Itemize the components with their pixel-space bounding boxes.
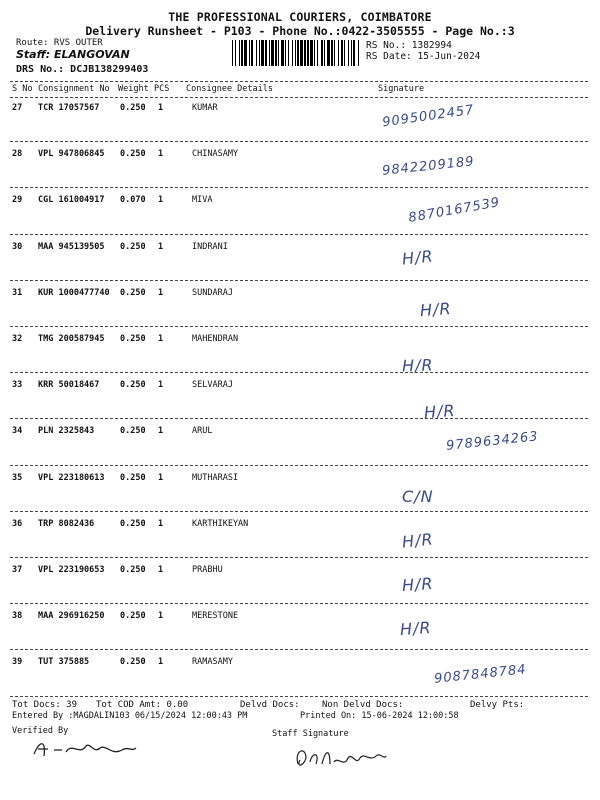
row-divider <box>10 649 588 650</box>
row-consignment-no: TRP 8082436 <box>38 518 95 529</box>
column-header-divider <box>10 97 588 98</box>
row-signature: H/R <box>401 245 435 269</box>
row-consignment-no: KUR 1000477740 <box>38 287 110 298</box>
row-weight: 0.250 <box>120 103 146 113</box>
col-signature-header: Signature <box>378 84 425 94</box>
row-weight: 0.250 <box>120 657 146 668</box>
col-pcs-header: PCS <box>154 84 170 94</box>
row-consignee: RAMASAMY <box>192 657 233 668</box>
row-consignment-no: PLN 2325843 <box>38 426 95 437</box>
row-divider <box>10 557 588 558</box>
row-pcs: 1 <box>158 380 164 391</box>
non-delivered-docs: Non Delvd Docs: <box>322 700 404 710</box>
row-pcs: 1 <box>158 195 164 206</box>
row-signature: H/R <box>423 401 457 423</box>
row-divider <box>10 187 588 188</box>
row-sno: 32 <box>12 334 23 344</box>
row-consignment-no: MAA 945139505 <box>38 241 105 252</box>
row-sno: 34 <box>12 426 23 437</box>
row-divider <box>10 234 588 235</box>
row-divider <box>10 418 588 419</box>
runsheet-subtitle: Delivery Runsheet - P103 - Phone No.:0422-3505555 - Page No.:3 <box>85 24 515 38</box>
row-consignment-no: VPL 223190653 <box>38 565 105 575</box>
row-pcs: 1 <box>158 149 164 160</box>
row-weight: 0.250 <box>120 611 146 622</box>
row-pcs: 1 <box>158 241 164 252</box>
row-weight: 0.250 <box>120 518 146 529</box>
row-pcs: 1 <box>158 565 164 575</box>
row-pcs: 1 <box>158 657 164 668</box>
row-consignment-no: VPL 223180613 <box>38 472 105 483</box>
row-pcs: 1 <box>158 472 164 483</box>
row-signature: 9087848784 <box>433 662 528 688</box>
row-divider <box>10 326 588 327</box>
row-weight: 0.250 <box>120 149 146 160</box>
row-sno: 37 <box>12 565 23 575</box>
row-consignee: SELVARAJ <box>192 380 233 391</box>
delivery-points: Delvy Pts: <box>470 700 525 710</box>
row-consignee: MUTHARASI <box>192 472 239 483</box>
verified-by-label: Verified By <box>12 726 69 736</box>
row-pcs: 1 <box>158 334 164 344</box>
row-sno: 28 <box>12 149 23 160</box>
row-consignee: KARTHIKEYAN <box>192 518 249 529</box>
route-label: Route: RVS OUTER <box>16 38 103 48</box>
rs-date: RS Date: 15-Jun-2024 <box>366 51 481 62</box>
row-signature: H/R <box>401 529 435 552</box>
verifier-signature <box>28 734 148 764</box>
row-weight: 0.250 <box>120 334 146 344</box>
staff-signature-label: Staff Signature <box>272 729 349 739</box>
rs-number: RS No.: 1382994 <box>366 40 452 51</box>
row-signature: H/R <box>399 618 433 640</box>
row-divider <box>10 696 588 697</box>
row-pcs: 1 <box>158 611 164 622</box>
row-consignee: MAHENDRAN <box>192 334 239 344</box>
row-consignee: KUMAR <box>192 103 218 113</box>
row-pcs: 1 <box>158 518 164 529</box>
row-consignee: MERESTONE <box>192 611 239 622</box>
row-consignee: CHINASAMY <box>192 149 239 160</box>
row-sno: 35 <box>12 472 23 483</box>
col-weight-header: Weight <box>118 84 149 94</box>
row-divider <box>10 372 588 373</box>
row-signature: H/R <box>401 355 434 376</box>
row-divider <box>10 141 588 142</box>
row-signature: 8870167539 <box>407 195 502 227</box>
row-consignee: MIVA <box>192 195 213 206</box>
row-weight: 0.250 <box>120 287 146 298</box>
row-divider <box>10 511 588 512</box>
row-consignment-no: KRR 50018467 <box>38 380 100 391</box>
row-consignment-no: CGL 161004917 <box>38 195 105 206</box>
row-weight: 0.250 <box>120 241 146 252</box>
row-signature: H/R <box>419 298 453 320</box>
delivered-docs: Delvd Docs: <box>240 700 300 710</box>
drs-number: DRS No.: DCJB138299403 <box>16 64 149 75</box>
row-sno: 30 <box>12 241 23 252</box>
row-consignment-no: TCR 17057567 <box>38 103 100 113</box>
staff-label: Staff: ELANGOVAN <box>16 48 130 61</box>
row-consignment-no: MAA 296916250 <box>38 611 105 622</box>
total-docs: Tot Docs: 39 <box>12 700 78 710</box>
col-consignee-header: Consignee Details <box>186 84 273 94</box>
row-sno: 29 <box>12 195 23 206</box>
col-sno-header: S No <box>12 84 33 94</box>
row-signature: 9095002457 <box>381 102 476 131</box>
row-divider <box>10 465 588 466</box>
row-consignee: PRABHU <box>192 565 223 575</box>
row-sno: 31 <box>12 287 23 298</box>
row-consignment-no: TMG 200587945 <box>38 334 105 344</box>
row-sno: 38 <box>12 611 23 622</box>
row-weight: 0.250 <box>120 380 146 391</box>
row-sno: 27 <box>12 103 23 113</box>
row-weight: 0.250 <box>120 565 146 575</box>
row-weight: 0.250 <box>120 472 146 483</box>
row-consignee: INDRANI <box>192 241 228 252</box>
entered-by: Entered By :MAGDALIN103 06/15/2024 12:00:43 PM <box>12 711 248 721</box>
barcode <box>232 40 360 66</box>
row-consignment-no: TUT 375885 <box>38 657 90 668</box>
row-pcs: 1 <box>158 103 164 113</box>
company-title: THE PROFESSIONAL COURIERS, COIMBATORE <box>168 10 432 24</box>
row-pcs: 1 <box>158 287 164 298</box>
row-pcs: 1 <box>158 426 164 437</box>
col-consignment-header: Consignment No <box>38 84 110 94</box>
row-signature: H/R <box>401 573 435 596</box>
row-sno: 36 <box>12 518 23 529</box>
row-signature: C/N <box>402 486 434 506</box>
row-signature: 9789634263 <box>445 429 540 455</box>
row-signature: 9842209189 <box>381 154 476 179</box>
staff-handwritten-signature <box>290 740 390 774</box>
row-sno: 39 <box>12 657 23 668</box>
row-sno: 33 <box>12 380 23 391</box>
row-divider <box>10 603 588 604</box>
total-cod-amount: Tot COD Amt: 0.00 <box>96 700 189 710</box>
row-weight: 0.250 <box>120 426 146 437</box>
row-weight: 0.070 <box>120 195 146 206</box>
row-consignee: ARUL <box>192 426 213 437</box>
printed-on: Printed On: 15-06-2024 12:00:58 <box>300 711 459 721</box>
row-consignment-no: VPL 947806845 <box>38 149 105 160</box>
row-divider <box>10 280 588 281</box>
row-consignee: SUNDARAJ <box>192 287 233 298</box>
header-divider <box>10 81 588 82</box>
